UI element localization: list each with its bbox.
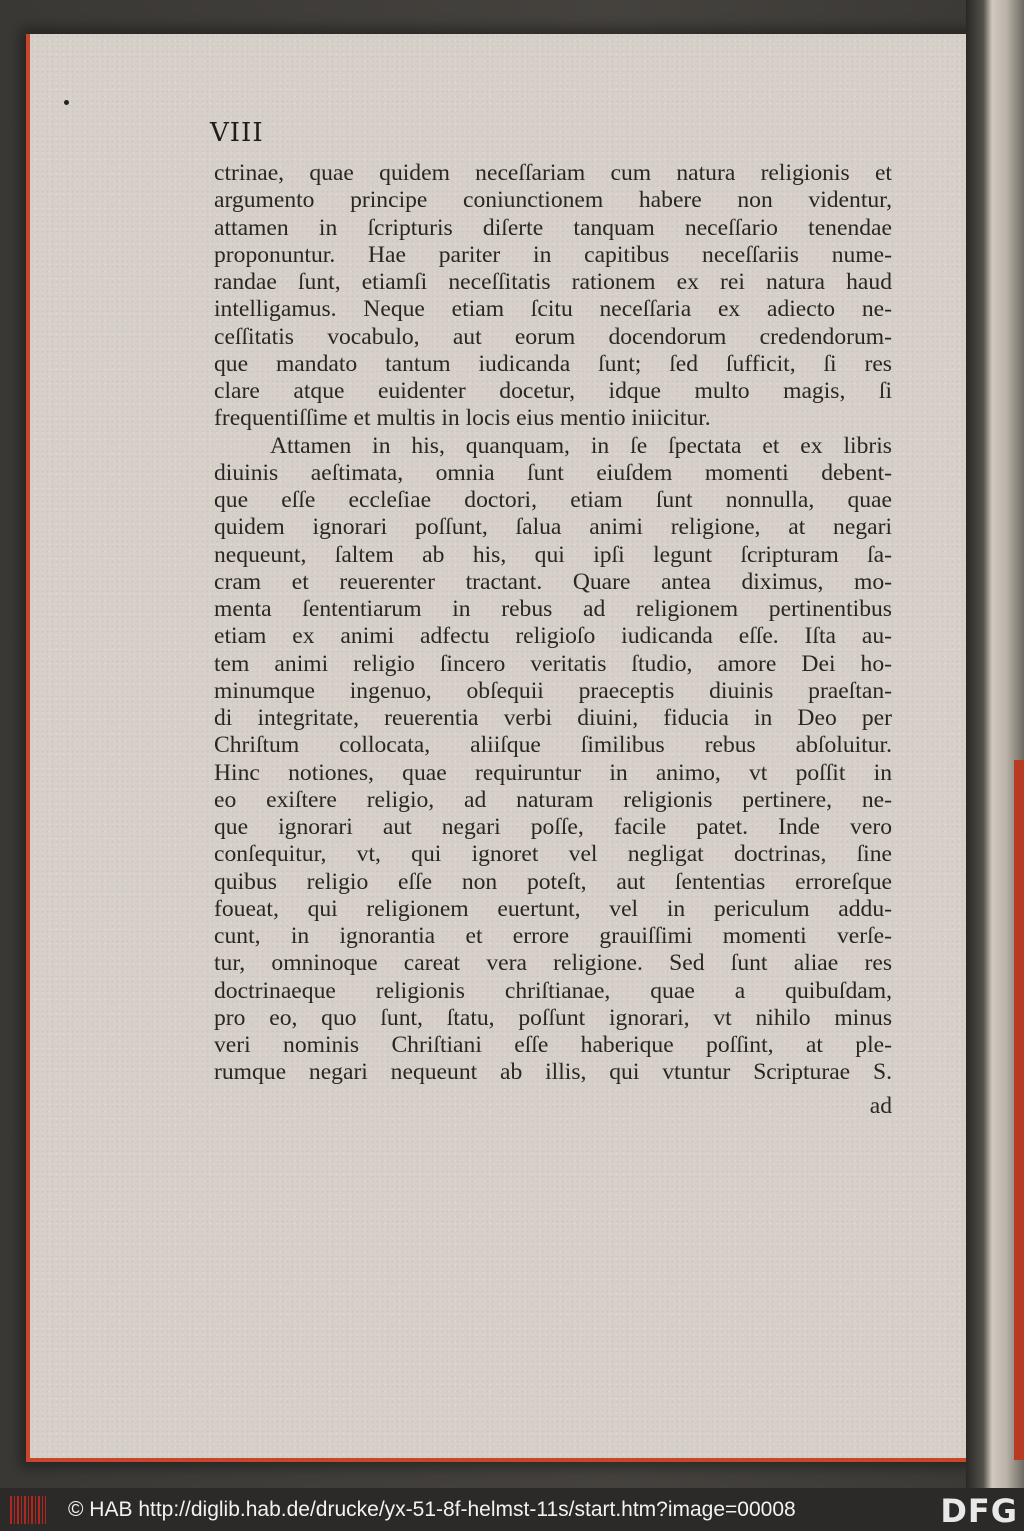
text-line: doctrinaeque religionis chriſtianae, quae a quibuſdam, xyxy=(214,977,892,1004)
text-line: intelligamus. Neque etiam ſcitu neceſſaria ex adiecto ne- xyxy=(214,296,892,323)
text-line: que mandato tantum iudicanda ſunt; ſed ſufficit, ſi res xyxy=(214,350,892,377)
text-line: eo exiſtere religio, ad naturam religionis pertinere, ne- xyxy=(214,786,892,813)
viewer-footer xyxy=(0,1488,1024,1531)
text-line: minumque ingenuo, obſequii praeceptis diuinis praeſtan- xyxy=(214,677,892,704)
text-line: ceſſitatis vocabulo, aut eorum docendorum credendorum- xyxy=(214,323,892,350)
text-line: tur, omninoque careat vera religione. Sed ſunt aliae res xyxy=(214,950,892,977)
catchword: ad xyxy=(869,1093,892,1119)
dfg-logo: DFG xyxy=(940,1492,1018,1530)
text-line: nequeunt, ſaltem ab his, qui ipſi legunt ſcripturam ſa- xyxy=(214,541,892,568)
text-line: cunt, in ignorantia et errore grauiſſimi momenti verſe- xyxy=(214,923,892,949)
body-text xyxy=(214,160,892,1087)
hab-logo-icon xyxy=(10,1496,46,1524)
text-line: etiam ex animi adfectu religioſo iudicanda eſſe. Iſta au- xyxy=(214,623,892,650)
text-line: rumque negari nequeunt ab illis, qui vtuntur Scripturae S. xyxy=(214,1059,892,1086)
text-line: ctrinae, quae quidem neceſſariam cum natura religionis et xyxy=(214,160,892,186)
text-line: randae ſunt, etiamſi neceſſitatis rationem ex rei natura haud xyxy=(214,269,892,295)
text-line: Chriſtum collocata, aliiſque ſimilibus rebus abſoluitur. xyxy=(214,732,892,759)
text-line: que ignorari aut negari poſſe, facile patet. Inde vero xyxy=(214,814,892,840)
text-line: pro eo, quo ſunt, ſtatu, poſſunt ignorari, vt nihilo minus xyxy=(214,1004,892,1031)
text-line: foueat, qui religionem euertunt, vel in periculum addu- xyxy=(214,895,892,922)
text-line: conſequitur, vt, qui ignoret vel negligat doctrinas, ſine xyxy=(214,841,892,868)
text-line: que eſſe eccleſiae doctori, etiam ſunt nonnulla, quae xyxy=(214,487,892,513)
text-line: quibus religio eſſe non poteſt, aut ſententias erroreſque xyxy=(214,868,892,895)
text-line: attamen in ſcripturis diſerte tanquam neceſſario tenendae xyxy=(214,214,892,241)
ink-dot xyxy=(64,100,69,105)
text-line: diuinis aeſtimata, omnia ſunt eiuſdem momenti debent- xyxy=(214,459,892,486)
text-line: quidem ignorari poſſunt, ſalua animi religione, at negari xyxy=(214,514,892,541)
text-line: veri nominis Chriſtiani eſſe haberique poſſint, at ple- xyxy=(214,1032,892,1058)
text-line: cram et reuerenter tractant. Quare antea diximus, mo- xyxy=(214,568,892,595)
text-line: frequentiſſime et multis in locis eius mentio iniicitur. xyxy=(214,405,711,432)
text-line: tem animi religio ſincero veritatis ſtudio, amore Dei ho- xyxy=(214,650,892,677)
page-number: VIII xyxy=(210,118,264,148)
text-line: Hinc notiones, quae requiruntur in animo, vt poſſit in xyxy=(214,759,892,786)
text-line: di integritate, reuerentia verbi diuini, fiducia in Deo per xyxy=(214,705,892,731)
text-line: menta ſententiarum in rebus ad religionem pertinentibus xyxy=(214,596,892,622)
citation-link[interactable]: © HAB http://diglib.hab.de/drucke/yx-51-8f-helmst-11s/start.htm?image=00008 xyxy=(68,1497,796,1521)
text-line: argumento principe coniunctionem habere non videntur, xyxy=(214,187,892,214)
text-line: Attamen in his, quanquam, in ſe ſpectata et ex libris xyxy=(270,432,892,459)
text-line: clare atque euidenter docetur, idque multo magis, ſi xyxy=(214,378,892,404)
text-line: proponuntur. Hae pariter in capitibus neceſſariis nume- xyxy=(214,241,892,268)
red-page-edge xyxy=(1014,760,1024,1460)
